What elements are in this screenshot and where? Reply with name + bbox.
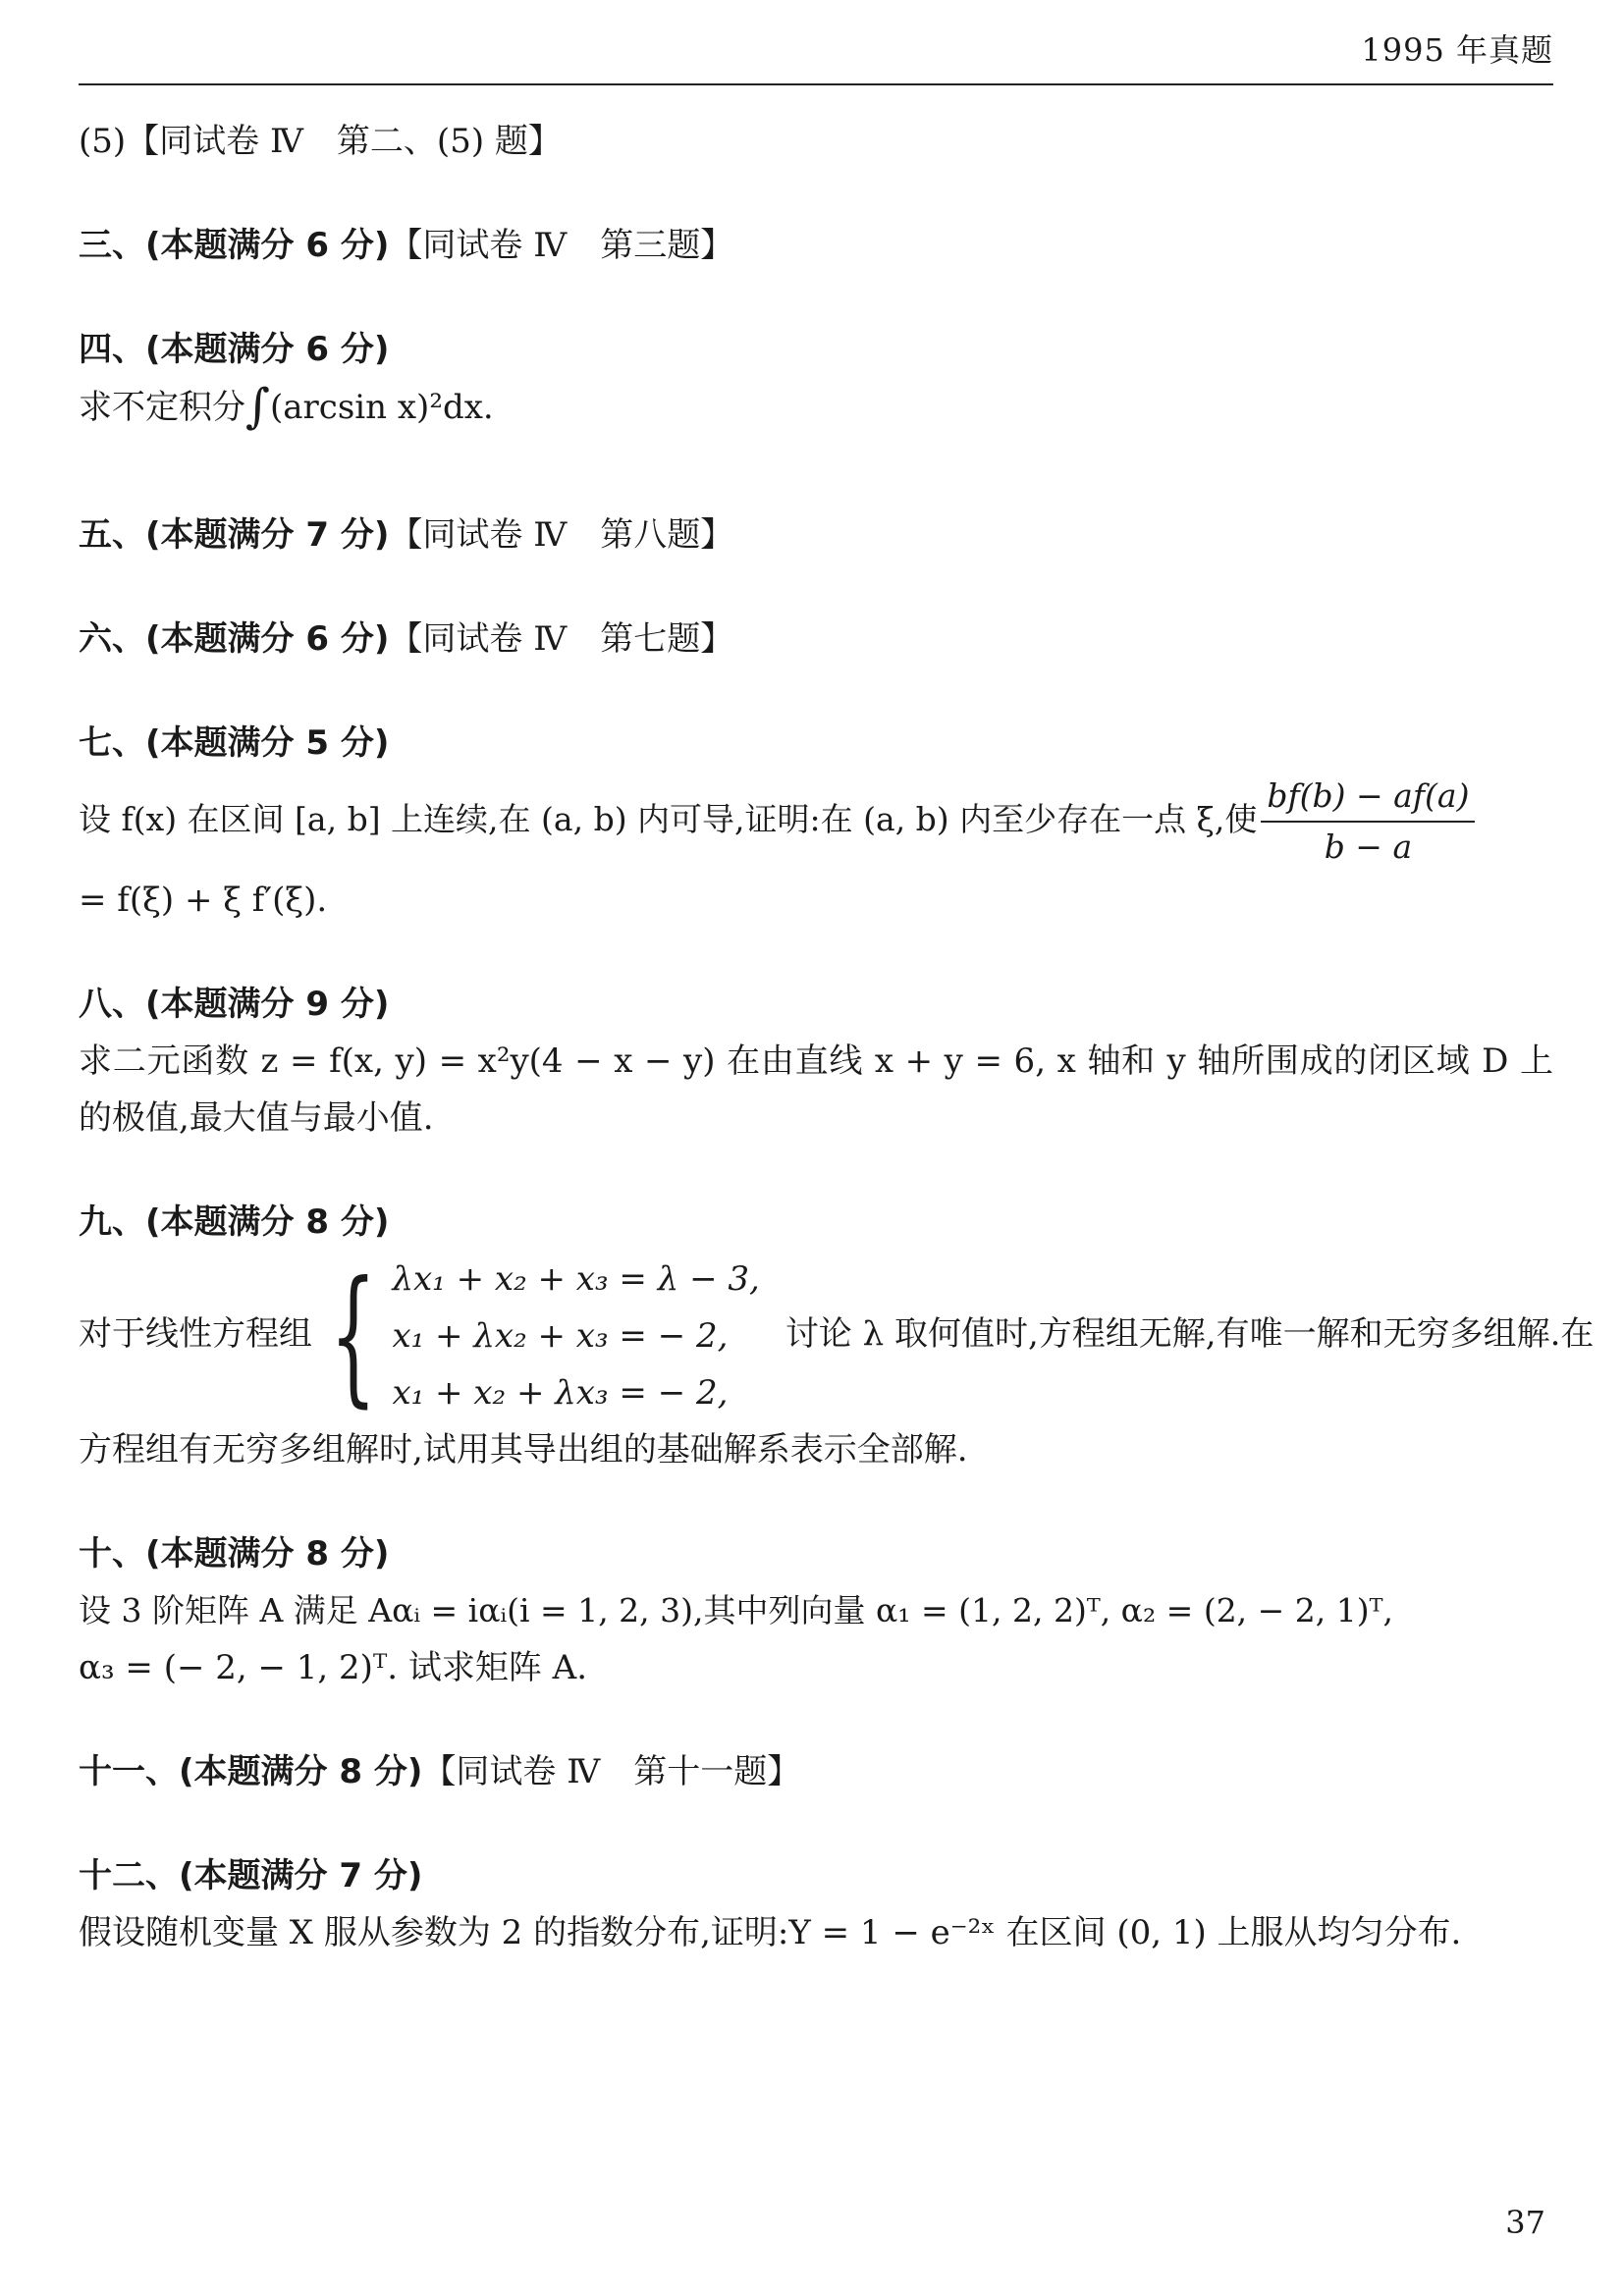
section-10-heading: 十、(本题满分 8 分) <box>79 1534 390 1574</box>
equation-system <box>312 1251 760 1421</box>
item-5-reference: (5)【同试卷 Ⅳ 第二、(5) 题】 <box>79 122 562 161</box>
section-9-prefix: 对于线性方程组 <box>79 1314 312 1354</box>
section-6-reference: 【同试卷 Ⅳ 第七题】 <box>389 619 734 659</box>
section-4-heading: 四、(本题满分 6 分) <box>79 330 390 369</box>
section-9-line-2: 方程组有无穷多组解时,试用其导出组的基础解系表示全部解. <box>79 1430 968 1469</box>
section-3-heading: 三、(本题满分 6 分) <box>79 226 390 265</box>
header-rule <box>79 83 1553 85</box>
section-3 <box>79 217 1553 274</box>
equation-2: x₁ + λx₂ + x₃ = − 2, <box>392 1316 729 1356</box>
section-9-suffix: 讨论 λ 取何值时,方程组无解,有唯一解和无穷多组解.在 <box>785 1314 1595 1354</box>
section-3-reference: 【同试卷 Ⅳ 第三题】 <box>389 226 734 265</box>
equation-1: λx₁ + x₂ + x₃ = λ − 3, <box>392 1259 760 1299</box>
equation-3: x₁ + x₂ + λx₃ = − 2, <box>392 1373 729 1413</box>
running-header-title: 1995 年真题 <box>1361 31 1553 69</box>
section-4-body <box>79 378 1553 436</box>
section-5-heading: 五、(本题满分 7 分) <box>79 515 390 555</box>
section-5-reference: 【同试卷 Ⅳ 第八题】 <box>389 515 734 555</box>
section-11-heading: 十一、(本题满分 8 分) <box>79 1752 423 1791</box>
section-7-heading: 七、(本题满分 5 分) <box>79 723 390 763</box>
section-7-line-2: = f(ξ) + ξ f′(ξ). <box>79 881 328 920</box>
section-7-line-1 <box>79 772 1553 872</box>
page-content <box>79 113 1595 1961</box>
left-brace: { <box>329 1251 377 1421</box>
section-7-fraction <box>1261 772 1475 872</box>
section-4-text: 求不定积分 <box>79 388 245 427</box>
section-11 <box>79 1743 1553 1800</box>
section-12-heading: 十二、(本题满分 7 分) <box>79 1856 423 1896</box>
section-7-text: 设 f(x) 在区间 [a, b] 上连续,在 (a, b) 内可导,证明:在 (a, b) 内至少存在一点 ξ,使 <box>79 800 1258 838</box>
section-12-text: 假设随机变量 X 服从参数为 2 的指数分布,证明:Y = 1 − e⁻²ˣ 在区间 (0, 1) 上服从均匀分布. <box>79 1913 1462 1952</box>
page-number: 37 <box>1505 2204 1545 2241</box>
section-6 <box>79 611 1553 667</box>
section-9-heading: 九、(本题满分 8 分) <box>79 1202 390 1242</box>
integral-symbol: ∫ <box>245 379 271 434</box>
section-11-reference: 【同试卷 Ⅳ 第十一题】 <box>422 1752 801 1791</box>
section-10-line-1: 设 3 阶矩阵 A 满足 Aαᵢ = iαᵢ(i = 1, 2, 3),其中列向量 α₁ = (1, 2, 2)ᵀ, α₂ = (2, − 2, 1)ᵀ, <box>79 1591 1393 1629</box>
fraction-numerator: bf(b) − af(a) <box>1261 772 1475 823</box>
section-8-text: 求二元函数 z = f(x, y) = x²y(4 − x − y) 在由直线 x + y = 6, x 轴和 y 轴所围成的闭区域 D 上的极值,最大值与最小值. <box>79 1041 1553 1138</box>
equation-list <box>392 1251 759 1421</box>
section-9-system-line <box>79 1251 1595 1421</box>
section-6-heading: 六、(本题满分 6 分) <box>79 619 390 659</box>
section-4-expression: (arcsin x)²dx. <box>270 388 494 427</box>
section-10-line-2: α₃ = (− 2, − 1, 2)ᵀ. 试求矩阵 A. <box>79 1648 588 1687</box>
section-5 <box>79 507 1553 563</box>
section-8-heading: 八、(本题满分 9 分) <box>79 985 390 1024</box>
fraction-denominator: b − a <box>1324 828 1413 866</box>
